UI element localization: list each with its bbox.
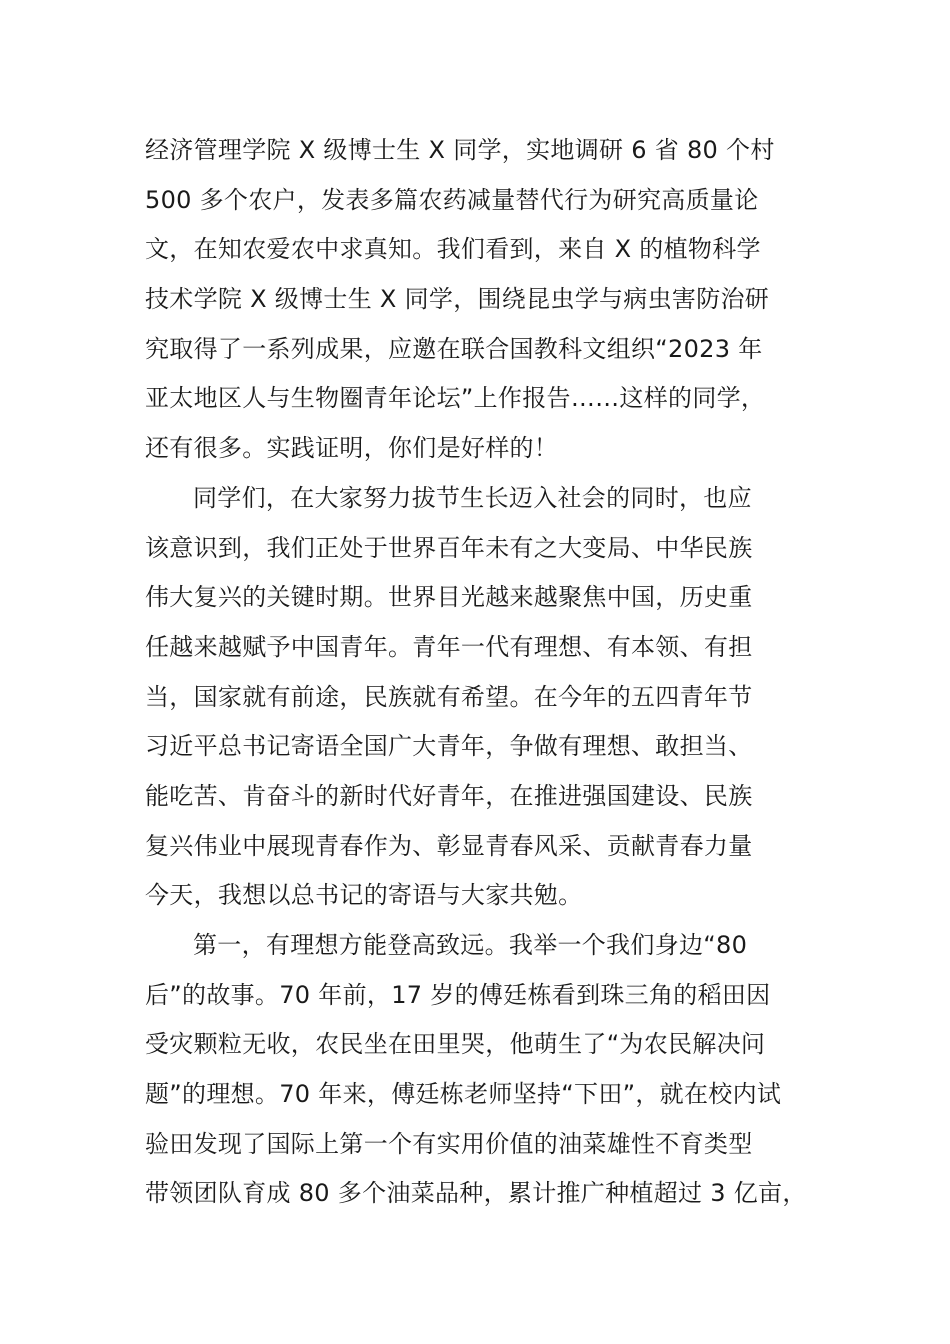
text-line: 技术学院 X 级博士生 X 同学，围绕昆虫学与病虫害防治研 xyxy=(145,285,770,314)
text-line: 该意识到，我们正处于世界百年未有之大变局、中华民族 xyxy=(145,533,753,562)
paragraph-first-line: 同学们，在大家努力拔节生长迈入社会的同时，也应 xyxy=(193,483,752,512)
text-line: 今天，我想以总书记的寄语与大家共勉。 xyxy=(145,881,583,910)
text-line: 究取得了一系列成果，应邀在联合国教科文组织“2023 年 xyxy=(145,334,763,363)
text-line: 文，在知农爱农中求真知。我们看到，来自 X 的植物科学 xyxy=(145,235,761,264)
text-line: 后”的故事。70 年前，17 岁的傅廷栋看到珠三角的稻田因 xyxy=(145,980,771,1009)
text-line: 亚太地区人与生物圈青年论坛”上作报告……这样的同学， xyxy=(145,384,766,413)
text-line: 验田发现了国际上第一个有实用价值的油菜雄性不育类型 xyxy=(145,1129,753,1158)
document-body xyxy=(145,126,835,1219)
text-line: 题”的理想。70 年来，傅廷栋老师坚持“下田”，就在校内试 xyxy=(145,1080,782,1109)
text-line: 能吃苦、肯奋斗的新时代好青年，在推进强国建设、民族 xyxy=(145,781,753,810)
text-line: 当，国家就有前途，民族就有希望。在今年的五四青年节 xyxy=(145,682,753,711)
text-line: 复兴伟业中展现青春作为、彰显青春风采、贡献青春力量 xyxy=(145,831,753,860)
text-line: 还有很多。实践证明，你们是好样的！ xyxy=(145,434,559,463)
paragraph-first-line: 第一，有理想方能登高致远。我举一个我们身边“80 xyxy=(193,931,748,959)
text-line: 伟大复兴的关键时期。世界目光越来越聚焦中国，历史重 xyxy=(145,583,753,612)
text-line: 习近平总书记寄语全国广大青年，争做有理想、敢担当、 xyxy=(145,732,753,761)
text-line: 500 多个农户，发表多篇农药减量替代行为研究高质量论 xyxy=(145,185,759,214)
text-line: 经济管理学院 X 级博士生 X 同学，实地调研 6 省 80 个村 xyxy=(145,136,775,164)
text-line: 受灾颗粒无收，农民坐在田里哭，他萌生了“为农民解决问 xyxy=(145,1030,766,1059)
text-line: 带领团队育成 80 多个油菜品种，累计推广种植超过 3 亿亩， xyxy=(145,1179,807,1208)
text-line: 任越来越赋予中国青年。青年一代有理想、有本领、有担 xyxy=(145,632,753,661)
